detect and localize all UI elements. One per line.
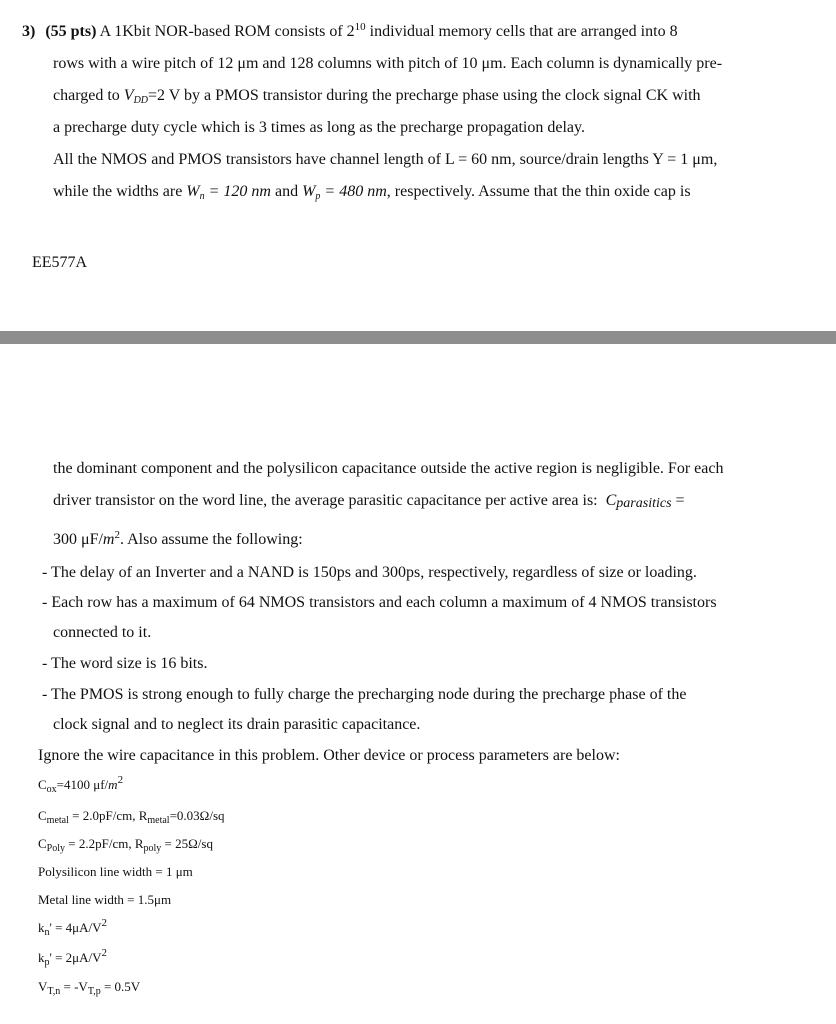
page-divider [0, 331, 836, 344]
bullet-transistors: - Each row has a maximum of 64 NMOS transistors and each column a maximum of 4 NMOS transistors [42, 594, 717, 611]
problem-line-4: a precharge duty cycle which is 3 times as long as the precharge propagation delay. [53, 119, 585, 136]
param-vt: $V_{T,n} = -V_{T,p} = 0.5V$ [38, 979, 141, 997]
problem-text: individual memory cells that are arranged into 8 [369, 23, 678, 40]
cparasitics-symbol: $C_{parasitics}$ [605, 492, 672, 511]
problem-line-6: while the widths are $W_n = 120$ nm and $W_p = 480$ nm, respectively. Assume that the thin oxide cap is [53, 183, 691, 202]
problem-points: (55 pts) [45, 23, 97, 40]
problem-number: 3) [22, 23, 36, 40]
wn-expression: $W_n = 120$ nm [186, 183, 271, 202]
param-cox: $C_{ox}=4100$ $\mu f/m^2$ [38, 774, 124, 795]
wp-expression: $W_p = 480$ nm [302, 183, 387, 202]
bullet-transistors-cont: connected to it. [53, 624, 152, 641]
exponent-expression: $2^{10}$ [346, 21, 366, 40]
vdd-symbol: $V_{DD}$ [123, 87, 149, 106]
bullet-pmos: - The PMOS is strong enough to fully charge the precharging node during the precharge phase of the [42, 686, 687, 703]
param-poly-width: Polysilicon line width = 1 μm [38, 864, 193, 879]
param-kp: $k_p' = 2\mu A/V^2$ [38, 947, 108, 968]
problem-line-1 [22, 22, 678, 42]
course-footer: EE577A [32, 254, 88, 271]
param-kn: $k_n' = 4\mu A/V^2$ [38, 917, 108, 938]
cont-line-1: the dominant component and the polysilicon capacitance outside the active region is negligible. For each [53, 460, 724, 477]
bullet-pmos-cont: clock signal and to neglect its drain parasitic capacitance. [53, 716, 421, 733]
problem-line-3: charged to $V_{DD}=2$ V by a PMOS transistor during the precharge phase using the clock signal CK with [53, 87, 701, 106]
problem-line-5: All the NMOS and PMOS transistors have channel length of L = 60 nm, source/drain lengths Y = 1 μm, [53, 151, 718, 168]
cont-line-2: driver transistor on the word line, the average parasitic capacitance per active area is: $C_{parasitics}$ = [53, 492, 685, 511]
param-metal-width: Metal line width = 1.5μm [38, 892, 172, 907]
bullet-delay: - The delay of an Inverter and a NAND is 150ps and 300ps, respectively, regardless of size or loading. [42, 564, 697, 581]
bullet-word-size: - The word size is 16 bits. [42, 655, 208, 672]
cont-line-3: 300 $\mu F/m^2$. Also assume the following: [53, 529, 303, 548]
problem-text: A 1Kbit NOR-based ROM consists of [99, 23, 343, 40]
param-metal: $C_{metal} = 2.0pF/cm$, $R_{metal}=0.03\Omega/sq$ [38, 808, 225, 826]
ignore-line: Ignore the wire capacitance in this problem. Other device or process parameters are below: [38, 747, 620, 764]
problem-line-2: rows with a wire pitch of 12 μm and 128 columns with pitch of 10 μm. Each column is dynamically pre- [53, 55, 723, 72]
param-poly: $C_{Poly} = 2.2pF/cm$, $R_{poly} = 25\Omega/sq$ [38, 836, 213, 854]
